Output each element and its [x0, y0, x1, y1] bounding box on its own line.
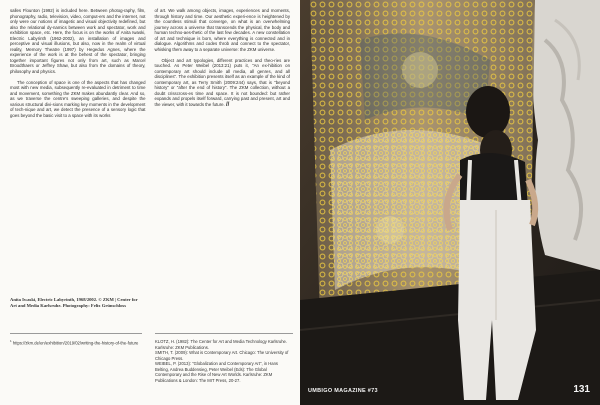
installation-photo: [300, 0, 600, 405]
footnote-divider: [10, 333, 142, 334]
paragraph: salles Flounton (1992) is included here. Between photog-raphy, film, phonography, radio, television, video, comput-ers and the internet, not only were our notions of imagetic and visual objectivity redefined, but also the relational dy-namics between work and spectator, work and exhibition space, etc. Here, the focus is on the works of Anita Iwaski, Electric Labyrinth (1962-2002), an installation of images and perceptive and visual illusions, but also, now in the realm of virtual reality, Memory Theatre (1997) by Hegedus Agnes, where the experience of the work is at the behest of the spectator, bringing together important figures not only from art, such as Marcel Broodthaers or Jeffrey Shaw, but also from the domains of theory, philosophy and physics.: [10, 8, 146, 74]
text-column-1: [10, 8, 146, 124]
text-column-2: [155, 8, 291, 124]
reference-item: WEIBEL, P. (2013): "Globalization and Contemporary Art", in Hans Belting, Andrea Buddensieg, Peter Weibel (Eds): The Global Contemporary and the Rise of New Art Worlds. Karlsruhe: ZKM Publications & London: The MIT Press, 20-27.: [155, 361, 278, 383]
references-divider: [155, 333, 293, 334]
reference-item: SMITH, T. (2009): What is Contemporary Art. Chicago: The University of Chicago Press.: [155, 350, 289, 361]
end-mark: //: [225, 101, 230, 108]
footnote-number: 1: [10, 339, 12, 343]
photo-caption: Anita Iwaski, Electric Labyrinth, 1968/2002. © ZKM | Center for Art and Media Karlsruhe. Photography: Felix Grünschloss: [10, 297, 138, 308]
paragraph-text: Object and art typologies, different practices and theo-ries are touched. As Peter Weibel (2013:21) puts it, "An ex-hibition on contemporary art should include all media, all genres, and all disciplines". The exhibition presents itself as an example of the kind of contemporary art, as Terry Smith (2009:244) says, that is "beyond history" or "after the end of history". The ZKM collection, without a doubt crisscross-es time and space. It is not bounded: but rather expands and propels itself forward, carrying past and present, art and the viewer, with it towards the future.: [154, 57, 290, 107]
paragraph: [155, 58, 291, 109]
paragraph: of art. We walk among objects, images, experiences and moments, through history and time. Our aesthetic experi-ence is heightened by the countless stimuli that converge, on what is an overwhelming journey across a universe that transcends the physical, the body and human techno-aes-thetic of the last few decades. A new constellation of art and technique is born, where everything is connected and in dialogue. Algorithms and codes throb and connect to the spectator, whisking them away to a separate universe: the ZKM universe.: [154, 8, 290, 52]
text-columns: [10, 8, 290, 124]
references: [155, 339, 293, 383]
footnote: [10, 339, 140, 346]
page-number: 131: [573, 384, 590, 395]
magazine-name: UMBIGO MAGAZINE #73: [308, 388, 378, 394]
right-page: [300, 0, 600, 405]
reference-item: KLOTZ, H. (1982): The Center for Art and Media Technology Karlsruhe. Karlsruhe: ZKM Publications.: [155, 339, 288, 350]
paragraph: The conception of space is one of the aspects that has changed most with new media, subsequently re-evaluated in detriment to time and movement, something the ZKM makes abundantly clear. And so, as we traverse the centre's sweeping galleries, and despite the various structural divi-sions marking key moments in the development of tech-nique and art, we detect the presence of a sensory logic that goes beyond the basic visit to a space with its works: [10, 79, 146, 118]
footnote-link[interactable]: https://zkm.de/en/exhibition/2019/02/writing-the-history-of-the-future: [12, 340, 139, 346]
